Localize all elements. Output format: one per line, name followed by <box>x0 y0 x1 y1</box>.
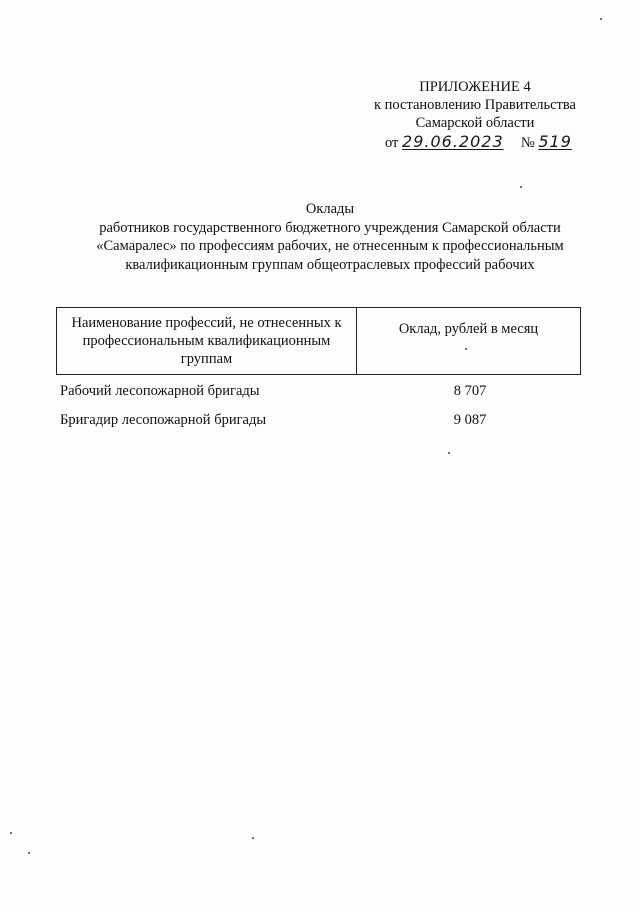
scan-speck <box>465 348 467 350</box>
scan-speck <box>252 837 254 839</box>
heading-line-3: «Самаралес» по профессиям рабочих, не отнесенным к профессиональным <box>96 238 564 254</box>
handwritten-number: 519 <box>538 132 572 151</box>
salary-value: 9 087 <box>453 412 487 428</box>
header-profession-line-2: профессиональным квалификационным <box>82 333 331 349</box>
heading-line-2: работников государственного бюджетного учреждения Самарской области <box>99 219 561 236</box>
number-sign: № <box>520 135 535 151</box>
date-prefix: от <box>385 135 399 151</box>
appendix-date-line <box>330 133 620 152</box>
table-row <box>60 382 580 411</box>
header-salary: Оклад, рублей в месяц <box>398 321 539 337</box>
header-profession-line-3: группам <box>180 351 233 367</box>
table-body <box>60 382 580 440</box>
heading-line-4: квалификационным группам общеотраслевых профессий рабочих <box>125 256 535 273</box>
header-profession <box>57 308 357 374</box>
appendix-block <box>330 78 620 152</box>
scan-speck <box>600 18 602 20</box>
profession-name: Рабочий лесопожарной бригады <box>60 383 260 399</box>
handwritten-date: 29.06.2023 <box>402 132 504 151</box>
scan-speck <box>10 832 12 834</box>
scan-speck <box>28 852 30 854</box>
appendix-title: ПРИЛОЖЕНИЕ 4 <box>419 79 531 95</box>
table-header <box>56 307 581 375</box>
header-profession-line-1: Наименование профессий, не отнесенных к <box>71 315 342 331</box>
scan-speck <box>448 452 450 454</box>
document-heading <box>40 200 620 274</box>
table-row <box>60 411 580 440</box>
profession-name: Бригадир лесопожарной бригады <box>60 412 267 428</box>
appendix-region-line: Самарской области <box>415 115 535 131</box>
salary-value: 8 707 <box>453 383 487 399</box>
appendix-resolution-line: к постановлению Правительства <box>374 97 576 113</box>
scan-speck <box>520 186 522 188</box>
heading-line-1: Оклады <box>305 201 355 217</box>
